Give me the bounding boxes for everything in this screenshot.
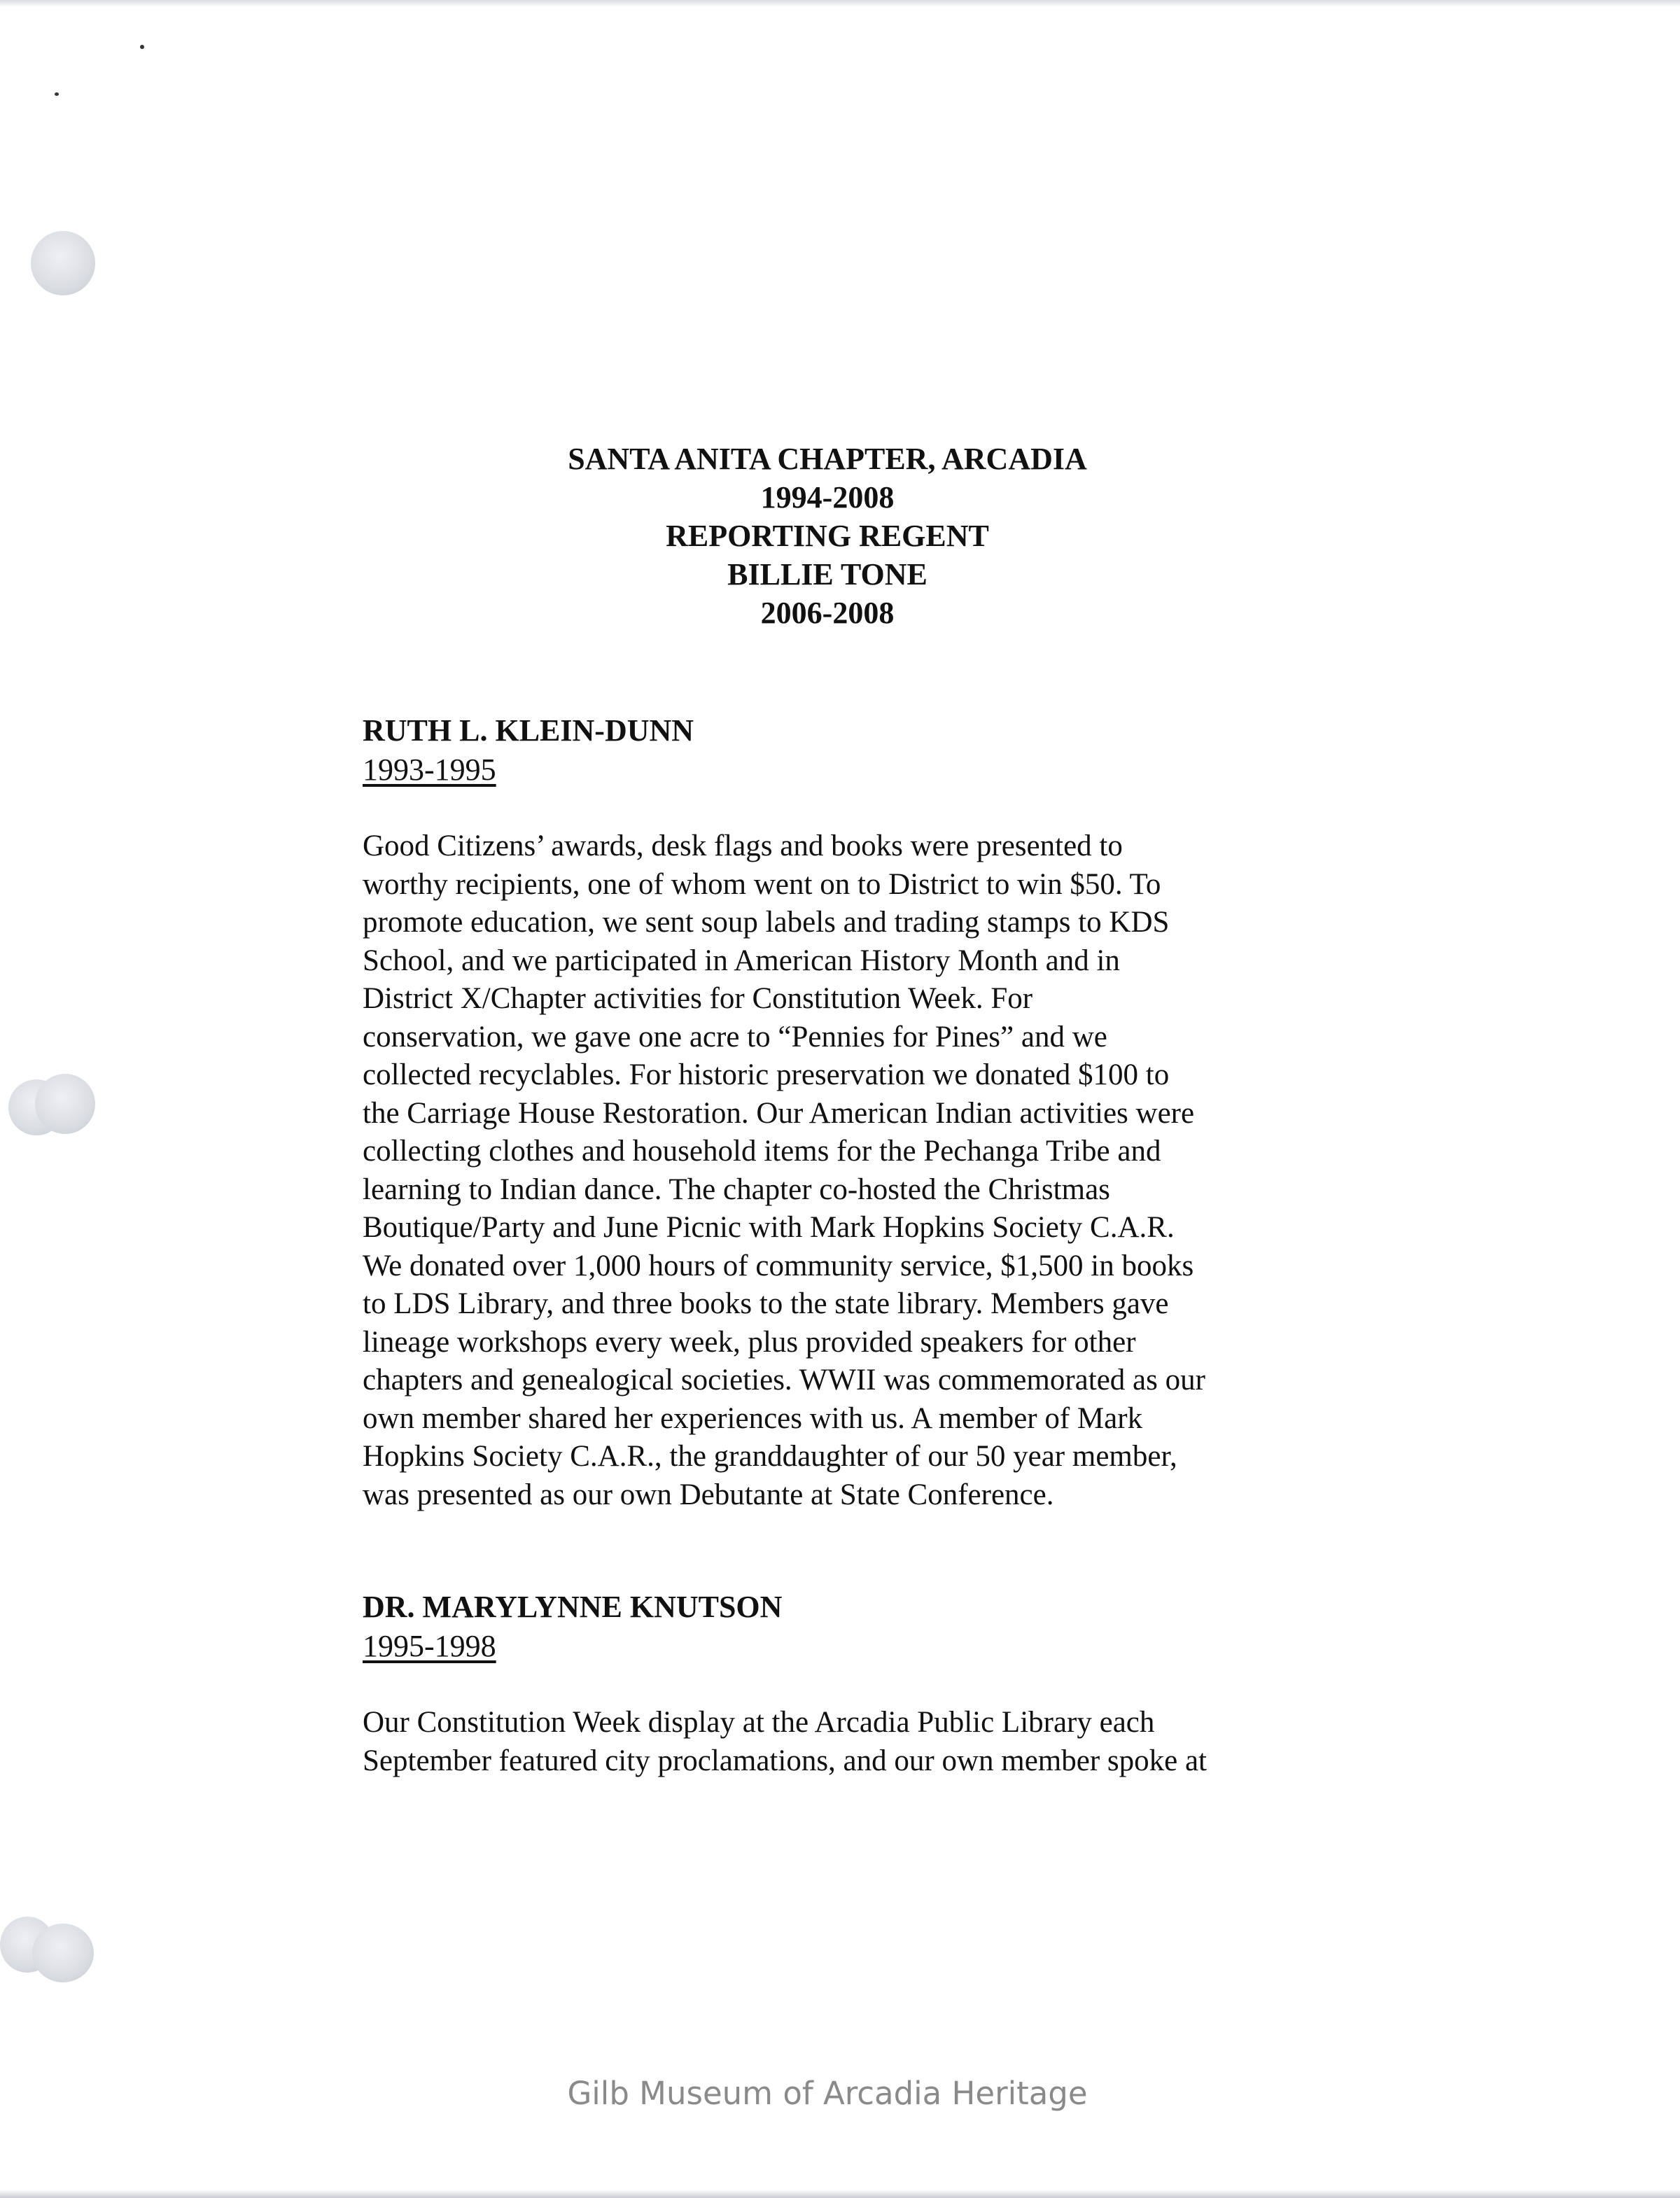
paragraph-line: promote education, we sent soup labels and trading stamps to KDS (363, 906, 1170, 939)
regent-term-years: 1993-1995 (363, 752, 496, 787)
paragraph-line: chapters and genealogical societies. WWII was commemorated as our (363, 1364, 1205, 1396)
page-bottom-edge (0, 2190, 1680, 2198)
regent-report-paragraph (363, 827, 1343, 1514)
document-header (0, 440, 1655, 632)
regent-term-years: 1995-1998 (363, 1629, 496, 1663)
binder-hole-top (31, 231, 95, 295)
regent-section-knutson (363, 1588, 1343, 1780)
paragraph-line: own member shared her experiences with us. A member of Mark (363, 1401, 1143, 1435)
regent-report-paragraph (363, 1704, 1343, 1780)
header-regent-years: 2006-2008 (760, 596, 895, 630)
regent-section-klein-dunn (363, 711, 1343, 1514)
paragraph-line: Good Citizens’ awards, desk flags and books were presented to (363, 830, 1123, 862)
paragraph-line: collected recyclables. For historic preservation we donated $100 to (363, 1058, 1170, 1091)
binder-hole-middle-overlap (35, 1074, 95, 1134)
paragraph-line: to LDS Library, and three books to the state library. Members gave (363, 1287, 1169, 1320)
paragraph-line: the Carriage House Restoration. Our American Indian activities were (363, 1096, 1195, 1130)
paragraph-line: September featured city proclamations, and our own member spoke at (363, 1744, 1207, 1777)
paragraph-line: Boutique/Party and June Picnic with Mark Hopkins Society C.A.R. (363, 1211, 1175, 1244)
binder-hole-bottom-overlap (32, 1924, 94, 1982)
paragraph-line: conservation, we gave one acre to “Pennies for Pines” and we (363, 1020, 1107, 1054)
scan-speck (140, 45, 144, 49)
paragraph-line: lineage workshops every week, plus provided speakers for other (363, 1325, 1136, 1359)
paragraph-line: District X/Chapter activities for Constitution Week. For (363, 982, 1033, 1015)
page-top-edge (0, 0, 1680, 7)
regent-name: RUTH L. KLEIN-DUNN (363, 713, 694, 748)
header-reporting-regent-label: REPORTING REGENT (666, 519, 989, 553)
paragraph-line: Hopkins Society C.A.R., the granddaughter of our 50 year member, (363, 1440, 1177, 1473)
museum-watermark: Gilb Museum of Arcadia Heritage (567, 2075, 1088, 2112)
paragraph-line: was presented as our own Debutante at State Conference. (363, 1478, 1054, 1511)
paragraph-line: collecting clothes and household items for the Pechanga Tribe and (363, 1135, 1161, 1168)
header-chapter-title: SANTA ANITA CHAPTER, ARCADIA (568, 442, 1087, 476)
header-chapter-years: 1994-2008 (760, 480, 895, 514)
scan-speck (55, 92, 59, 96)
paragraph-line: We donated over 1,000 hours of community service, $1,500 in books (363, 1249, 1194, 1282)
paragraph-line: worthy recipients, one of whom went on to District to win $50. To (363, 867, 1161, 901)
paragraph-line: learning to Indian dance. The chapter co-hosted the Christmas (363, 1172, 1110, 1206)
regent-name: DR. MARYLYNNE KNUTSON (363, 1590, 783, 1624)
paragraph-line: Our Constitution Week display at the Arcadia Public Library each (363, 1706, 1155, 1739)
paragraph-line: School, and we participated in American History Month and in (363, 944, 1120, 977)
header-regent-name: BILLIE TONE (727, 557, 927, 592)
